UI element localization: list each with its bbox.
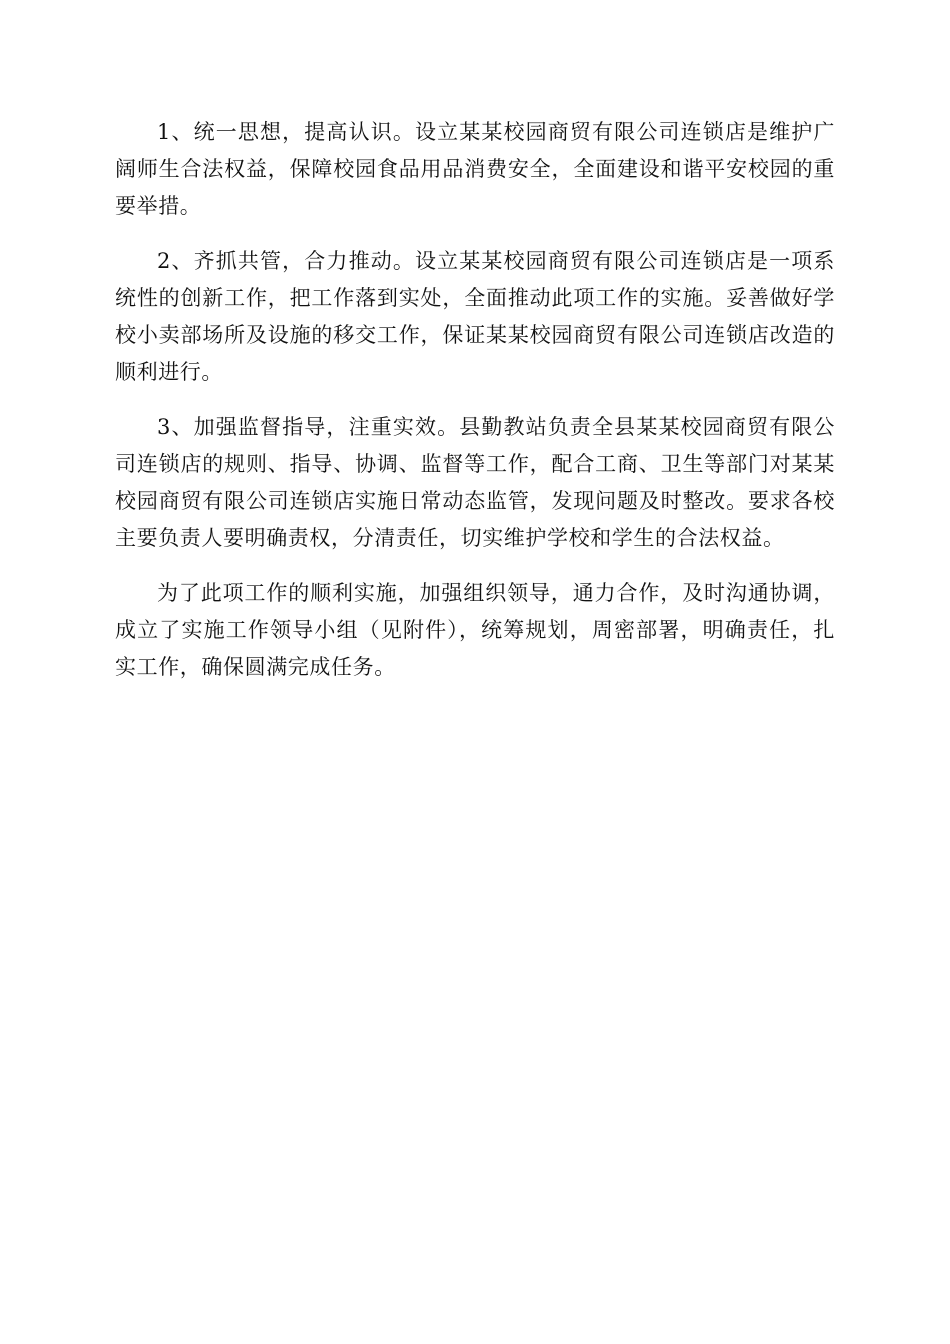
document-body: [115, 114, 835, 704]
paragraph-supervision-guidance: 3、加强监督指导，注重实效。县勤教站负责全县某某校园商贸有限公司连锁店的规则、指导、协调、监督等工作，配合工商、卫生等部门对某某校园商贸有限公司连锁店实施日常动态监管，发现问题及时整改。要求各校主要负责人要明确责权，分清责任，切实维护学校和学生的合法权益。: [115, 415, 835, 550]
paragraph-joint-management: 2、齐抓共管，合力推动。设立某某校园商贸有限公司连锁店是一项系统性的创新工作，把工作落到实处，全面推动此项工作的实施。妥善做好学校小卖部场所及设施的移交工作，保证某某校园商贸有限公司连锁店改造的顺利进行。: [115, 249, 835, 384]
paragraph-unify-thinking: 1、统一思想，提高认识。设立某某校园商贸有限公司连锁店是维护广阔师生合法权益，保障校园食品用品消费安全，全面建设和谐平安校园的重要举措。: [115, 120, 835, 218]
paragraph-leadership-group: 为了此项工作的顺利实施，加强组织领导，通力合作，及时沟通协调，成立了实施工作领导小组（见附件），统筹规划，周密部署，明确责任，扎实工作，确保圆满完成任务。: [115, 581, 835, 679]
